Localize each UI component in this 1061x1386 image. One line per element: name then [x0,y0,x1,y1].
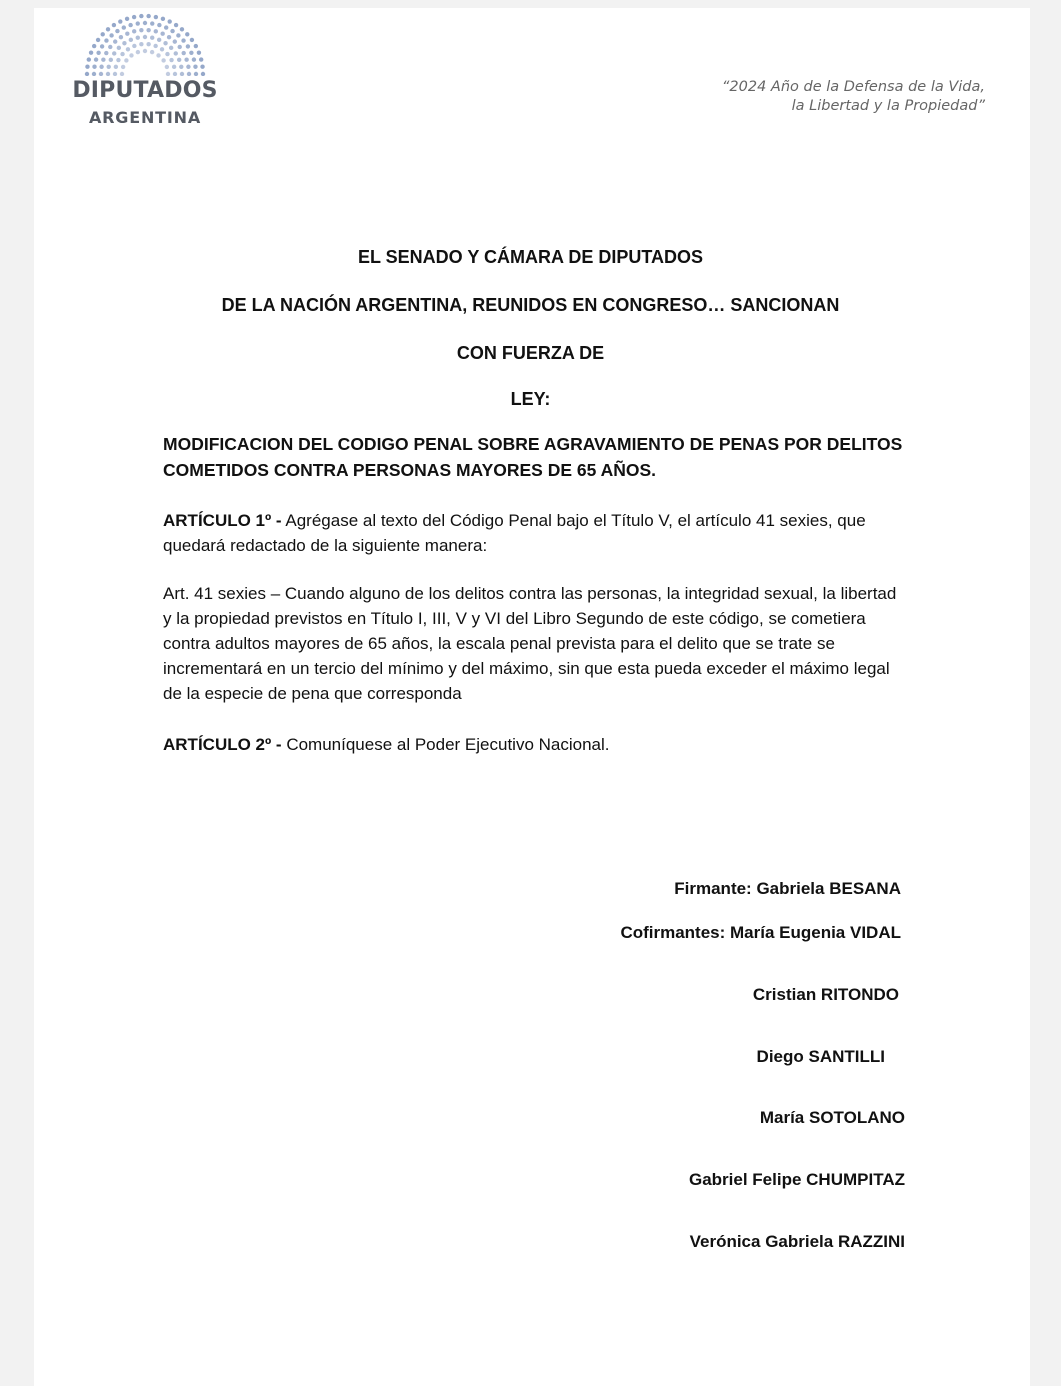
hemicycle-seat-dot [106,27,110,31]
hemicycle-seat-dot [136,21,140,25]
logo-subtitle: ARGENTINA [89,108,201,127]
hemicycle-seat-dot [174,23,178,27]
hemicycle-seat-dot [170,29,174,33]
hemicycle-seat-dot [124,58,128,62]
hemicycle-seat-dot [160,32,164,36]
hemicycle-seat-dot [112,23,116,27]
hemicycle-seat-dot [112,51,116,55]
hemicycle-seat-dot [154,15,158,19]
hemicycle-seat-dot [161,17,165,21]
hemicycle-seat-dot [143,49,147,53]
article-41-sexies-text: Art. 41 sexies – Cuando alguno de los delitos contra las personas, la integridad sexual, la libertad y la propiedad previstos en Título I, III, V y VI del Libro Segundo de este código, se cometiera contra adultos mayores de 65 años, la escala penal prevista para el delito que se trate se incrementará en un tercio del mínimo y del máximo, sin que esta pueda exceder el máximo legal de la especie de pena que corresponda [163,584,897,703]
hemicycle-seat-dot [99,72,103,76]
hemicycle-seat-dot [201,72,205,76]
hemicycle-seat-dot [182,51,186,55]
hemicycle-seat-dot [150,50,154,54]
hemicycle-seat-dot [197,50,201,54]
hemicycle-seat-dot [150,21,154,25]
hemicycle-seat-dot [157,38,161,42]
hemicycle-seat-dot [192,57,196,61]
hemicycle-seat-dot [177,58,181,62]
cosigner-sotolano: María SOTOLANO [759,1108,905,1127]
hemicycle-seat-dot [199,57,203,61]
hemicycle-seat-dot [118,19,122,23]
hemicycle-seat-dot [187,72,191,76]
hemicycle-seat-dot [146,14,150,18]
hemicycle-seat-dot [92,72,96,76]
motto-line-2: la Libertad y la Propiedad” [791,98,985,114]
hemicycle-seat-dot [179,65,183,69]
year-motto [722,78,985,116]
hemicycle-seat-dot [128,23,132,27]
logo-title: DIPUTADOS [72,78,218,103]
cosigner-santilli: Diego SANTILLI [756,1047,885,1066]
hemicycle-seat-dot [178,45,182,49]
hemicycle-seat-dot [186,44,190,48]
hemicycle-seat-dot [168,19,172,23]
hemicycle-seat-dot [107,65,111,69]
hemicycle-seat-dot [173,39,177,43]
hemicycle-seat-dot [85,65,89,69]
article-2-text: Comuníquese al Poder Ejecutivo Nacional. [281,735,610,754]
heading-line-4: LEY: [510,389,551,409]
hemicycle-seat-dot [165,52,169,56]
article-2-label: ARTÍCULO 2º - [163,735,282,754]
hemicycle-seat-dot [101,32,105,36]
hemicycle-seat-dot [85,72,89,76]
hemicycle-seat-dot [113,39,117,43]
hemicycle-seat-dot [164,25,168,29]
hemicycle-seat-dot [150,36,154,40]
hemicycle-seat-dot [125,32,129,36]
hemicycle-seat-dot [163,41,167,45]
hemicycle-seat-dot [96,51,100,55]
hemicycle-seat-dot [180,72,184,76]
hemicycle-seat-dot [104,38,108,42]
bill-subject: MODIFICACION DEL CODIGO PENAL SOBRE AGRAVAMIENTO DE PENAS POR DELITOS COMETIDOS CONTRA PERSONAS MAYORES DE 65 AÑOS. [163,434,903,480]
hemicycle-seat-dot [169,46,173,50]
hemicycle-seat-dot [194,72,198,76]
hemicycle-seat-dot [129,53,133,57]
hemicycle-seat-dot [109,58,113,62]
hemicycle-seat-dot [139,42,143,46]
hemicycle-seat-dot [169,58,173,62]
hemicycle-seat-dot [132,44,136,48]
hemicycle-seat-dot [165,65,169,69]
hemicycle-seat-dot [125,17,129,21]
hemicycle-seat-dot [120,52,124,56]
hemicycle-seat-dot [100,44,104,48]
hemicycle-seat-dot [104,51,108,55]
hemicycle-seat-dot [176,33,180,37]
hemicycle-seat-dot [146,42,150,46]
hemicycle-seat-dot [172,65,176,69]
cosigner-chumpitaz: Gabriel Felipe CHUMPITAZ [689,1170,905,1189]
hemicycle-seat-dot [186,65,190,69]
hemicycle-seat-dot [184,58,188,62]
article-1 [163,508,903,558]
hemicycle-seat-dot [194,44,198,48]
hemicycle-seat-dot [167,35,171,39]
hemicycle-seat-dot [122,41,126,45]
hemicycle-seat-dot [185,32,189,36]
hemicycle-seat-dot [154,29,158,33]
hemicycle-seat-dot [139,14,143,18]
hemicycle-seat-dot [157,23,161,27]
hemicycle-icon [84,12,206,76]
hemicycle-seat-dot [106,72,110,76]
hemicycle-seat-dot [109,33,113,37]
hemicycle-seat-dot [113,72,117,76]
cosigner-razzini: Verónica Gabriela RAZZINI [689,1232,905,1251]
hemicycle-seat-dot [181,38,185,42]
hemicycle-seat-dot [122,25,126,29]
hemicycle-seat-dot [189,51,193,55]
hemicycle-seat-dot [139,28,143,32]
article-2 [163,732,903,757]
heading-line-1: EL SENADO Y CÁMARA DE DIPUTADOS [357,247,704,267]
hemicycle-seat-dot [136,36,140,40]
cosigner-ritondo: Cristian RITONDO [752,985,899,1004]
hemicycle-seat-dot [115,29,119,33]
hemicycle-seat-dot [96,38,100,42]
signer: Firmante: Gabriela BESANA [674,879,901,898]
hemicycle-seat-dot [143,35,147,39]
hemicycle-seat-dot [161,58,165,62]
hemicycle-seat-dot [143,21,147,25]
motto-line-1: “2024 Año de la Defensa de la Vida, [721,79,985,95]
hemicycle-seat-dot [174,51,178,55]
hemicycle-seat-dot [99,65,103,69]
article-1-label: ARTÍCULO 1º - [163,511,282,530]
hemicycle-seat-dot [166,72,170,76]
hemicycle-seat-dot [117,46,121,50]
hemicycle-seat-dot [200,65,204,69]
hemicycle-seat-dot [132,29,136,33]
hemicycle-seat-dot [119,35,123,39]
hemicycle-seat-dot [92,44,96,48]
hemicycle-seat-dot [108,45,112,49]
hemicycle-seat-dot [120,72,124,76]
hemicycle-seat-dot [146,28,150,32]
hemicycle-seat-dot [114,65,118,69]
hemicycle-seat-dot [156,53,160,57]
hemicycle-seat-dot [136,50,140,54]
hemicycle-seat-dot [87,57,91,61]
hemicycle-seat-dot [129,38,133,42]
heading-line-2: DE LA NACIÓN ARGENTINA, REUNIDOS EN CONGRESO… SANCIONAN [221,295,840,315]
heading-line-3: CON FUERZA DE [456,343,605,363]
hemicycle-seat-dot [121,65,125,69]
hemicycle-seat-dot [89,50,93,54]
hemicycle-seat-dot [160,47,164,51]
hemicycle-seat-dot [190,38,194,42]
diputados-logo [70,12,220,128]
hemicycle-seat-dot [180,27,184,31]
hemicycle-seat-dot [193,65,197,69]
hemicycle-seat-dot [101,58,105,62]
hemicycle-seat-dot [94,57,98,61]
cosigners-label: Cofirmantes: María Eugenia VIDAL [620,923,901,942]
hemicycle-seat-dot [126,47,130,51]
hemicycle-seat-dot [92,65,96,69]
hemicycle-seat-dot [116,58,120,62]
hemicycle-seat-dot [173,72,177,76]
article-1-text: Agrégase al texto del Código Penal bajo el Título V, el artículo 41 sexies, que quedará redactado de la siguiente manera: [163,511,866,555]
hemicycle-seat-dot [132,15,136,19]
hemicycle-seat-dot [153,44,157,48]
